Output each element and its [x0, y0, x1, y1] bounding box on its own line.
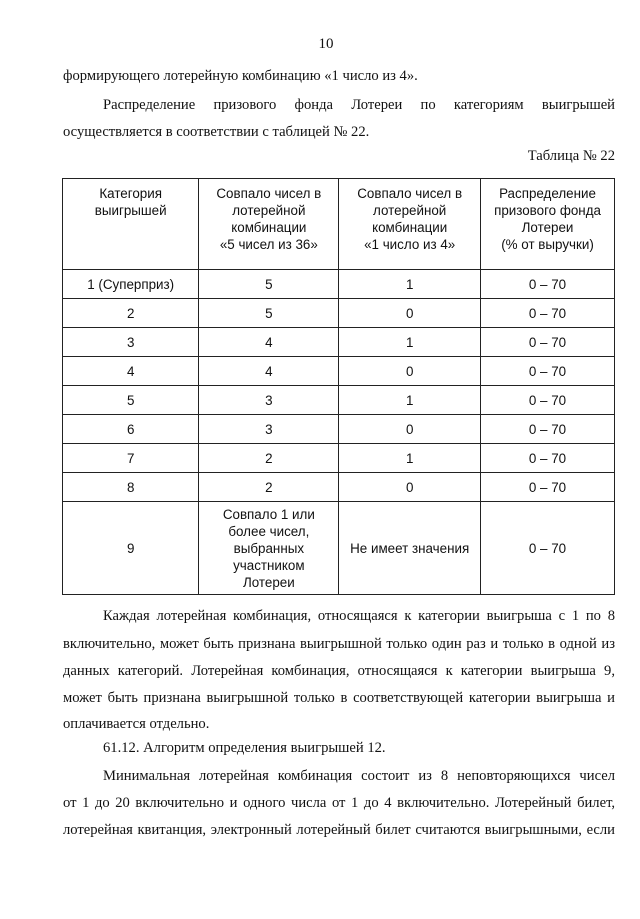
header-match1-line: лотерейной [373, 203, 447, 218]
section-heading: 61.12. Алгоритм определения выигрышей 12. [103, 740, 386, 756]
table-row-last [63, 502, 615, 595]
header-match1 [339, 179, 481, 270]
cell-distribution: 0 – 70 [481, 357, 615, 386]
header-match5-line: «5 чисел из 36» [219, 237, 318, 252]
cell-match5-line: участником [233, 557, 305, 573]
cell-distribution: 0 – 70 [481, 386, 615, 415]
cell-category: 6 [63, 415, 199, 444]
cell-match5: 4 [199, 357, 339, 386]
cell-match5: 4 [199, 328, 339, 357]
header-match5 [199, 179, 339, 270]
final-line-3: лотерейная квитанция, электронный лотерейный билет считаются выигрышными, если [63, 822, 615, 838]
table-row [63, 386, 615, 415]
cell-match1: 0 [339, 357, 481, 386]
cell-match5-line: Лотереи [242, 574, 295, 590]
body-line-5: оплачивается отдельно. [63, 716, 210, 732]
cell-match1: 1 [339, 328, 481, 357]
cell-match1: 0 [339, 473, 481, 502]
table-row [63, 444, 615, 473]
header-distribution [481, 179, 615, 270]
table-row [63, 328, 615, 357]
header-match1-line: Совпало чисел в [357, 186, 463, 201]
cell-match1: 1 [339, 444, 481, 473]
table-row [63, 299, 615, 328]
cell-match1: 1 [339, 270, 481, 299]
cell-match5: 3 [199, 386, 339, 415]
header-category-line: выигрышей [94, 203, 167, 218]
table-caption: Таблица № 22 [527, 148, 615, 164]
header-match5-line: комбинации [231, 220, 307, 235]
cell-category: 8 [63, 473, 199, 502]
header-match1-line: комбинации [372, 220, 448, 235]
cell-distribution: 0 – 70 [481, 502, 615, 595]
table-row [63, 473, 615, 502]
page-number: 10 [318, 36, 334, 52]
cell-match5: 3 [199, 415, 339, 444]
body-line-1: Каждая лотерейная комбинация, относящаяся к категории выигрыша с 1 по 8 [103, 608, 615, 624]
cell-category: 1 (Суперприз) [63, 270, 199, 299]
cell-distribution: 0 – 70 [481, 270, 615, 299]
cell-match5-multiline [199, 502, 339, 595]
cell-category: 5 [63, 386, 199, 415]
table-row [63, 270, 615, 299]
cell-category: 4 [63, 357, 199, 386]
table-row [63, 357, 615, 386]
body-line-4: может быть признана выигрышной только в соответствующей категории выигрыша и [63, 690, 615, 706]
prize-distribution-table [62, 178, 615, 595]
cell-match5-line: Совпало 1 или [222, 506, 315, 522]
cell-match5-line: более чисел, [228, 523, 310, 539]
final-line-2: от 1 до 20 включительно и одного числа от 1 до 4 включительно. Лотерейный билет, [63, 795, 615, 811]
cell-category: 7 [63, 444, 199, 473]
body-line-2: включительно, может быть признана выигрышной только один раз и только в одной из [63, 636, 615, 652]
body-line-3: данных категорий. Лотерейная комбинация, относящаяся к категории выигрыша 9, [63, 663, 615, 679]
cell-category: 3 [63, 328, 199, 357]
intro-line-2: Распределение призового фонда Лотереи по категориям выигрышей [103, 97, 615, 113]
cell-category: 9 [63, 502, 199, 595]
header-match5-line: Совпало чисел в [216, 186, 322, 201]
header-distribution-line: Распределение [499, 186, 596, 201]
cell-match1: 0 [339, 415, 481, 444]
cell-distribution: 0 – 70 [481, 444, 615, 473]
table-header-row [63, 179, 615, 270]
cell-match1: 0 [339, 299, 481, 328]
cell-match5: 2 [199, 444, 339, 473]
cell-distribution: 0 – 70 [481, 299, 615, 328]
intro-line-3: осуществляется в соответствии с таблицей № 22. [63, 124, 370, 140]
header-distribution-line: Лотереи [521, 220, 574, 235]
header-match1-line: «1 число из 4» [364, 237, 456, 252]
cell-match5: 5 [199, 299, 339, 328]
intro-line-1: формирующего лотерейную комбинацию «1 число из 4». [63, 68, 418, 84]
cell-category: 2 [63, 299, 199, 328]
final-line-1: Минимальная лотерейная комбинация состоит из 8 неповторяющихся чисел [103, 768, 615, 784]
header-distribution-line: (% от выручки) [501, 237, 594, 252]
cell-match5: 2 [199, 473, 339, 502]
header-distribution-line: призового фонда [494, 203, 601, 218]
cell-match5-line: выбранных [233, 540, 305, 556]
cell-distribution: 0 – 70 [481, 415, 615, 444]
table-row [63, 415, 615, 444]
header-match5-line: лотерейной [232, 203, 306, 218]
header-category-line: Категория [99, 186, 162, 201]
cell-match1: Не имеет значения [339, 502, 481, 595]
cell-match5: 5 [199, 270, 339, 299]
cell-match1: 1 [339, 386, 481, 415]
cell-distribution: 0 – 70 [481, 328, 615, 357]
header-category [63, 179, 199, 270]
cell-distribution: 0 – 70 [481, 473, 615, 502]
